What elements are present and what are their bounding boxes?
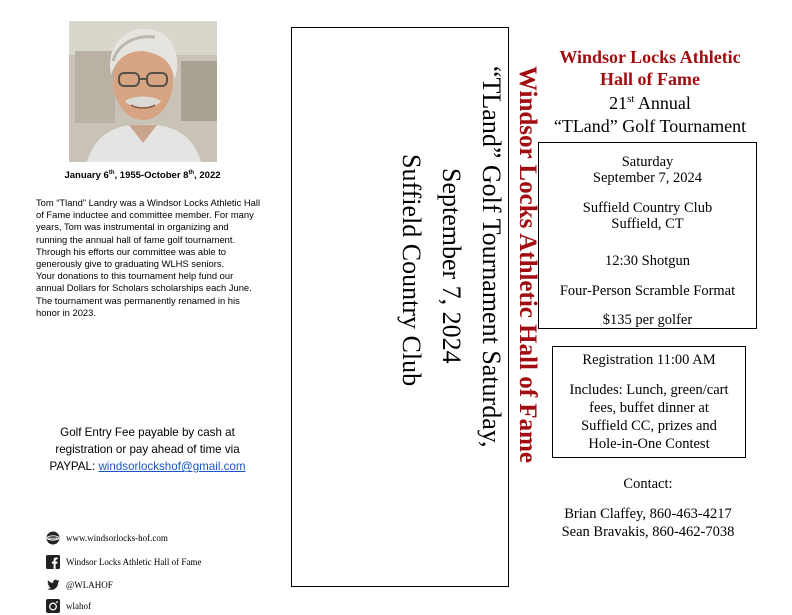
registration-box (552, 346, 746, 458)
fee-line: registration or pay ahead of time via (55, 443, 240, 456)
event-venue: Suffield Country Club (582, 200, 713, 216)
includes-line: Suffield CC, prizes and (581, 418, 717, 434)
instagram-handle[interactable]: wlahof (66, 601, 91, 611)
includes-line: fees, buffet dinner at (589, 400, 709, 416)
instagram-row[interactable] (46, 598, 266, 614)
website-url[interactable]: www.windsorlocks-hof.com (66, 533, 168, 543)
event-date: September 7, 2024 (592, 170, 703, 186)
contact-label: Contact: (623, 476, 673, 492)
includes-line: Hole-in-One Contest (588, 436, 710, 452)
memorial-bio (36, 197, 261, 319)
contact-section (540, 475, 756, 541)
facebook-page[interactable]: Windsor Locks Athletic Hall of Fame (66, 557, 202, 567)
entry-fee-note (30, 424, 265, 475)
event-day: Saturday (621, 154, 674, 170)
event-price: $135 per golfer (602, 312, 693, 328)
bio-paragraph: Your donations to this tournament help fund our annual Dollars for Scholars scholarships each June. The tournament was permanently renamed in his honor in 2023. (36, 270, 252, 318)
paypal-label: PAYPAL: (49, 460, 99, 473)
svg-text:www: www (47, 535, 59, 541)
org-title (532, 46, 768, 90)
event-details-box (538, 142, 757, 329)
annual-line: 21st Annual (609, 93, 691, 113)
website-row[interactable] (46, 530, 266, 546)
twitter-row[interactable] (46, 577, 266, 593)
memorial-dates: January 6th, 1955-October 8th, 2022 (64, 170, 221, 182)
twitter-handle[interactable]: @WLAHOF (66, 580, 113, 590)
org-title-line: Windsor Locks Athletic (559, 47, 741, 67)
rotated-event-name: “TLand” Golf Tournament Saturday, (477, 66, 506, 448)
rotated-title-box (291, 27, 541, 587)
contact-person: Brian Claffey, 860-463-4217 (564, 506, 732, 522)
facebook-row[interactable] (46, 554, 266, 570)
tournament-name: “TLand” Golf Tournament (553, 116, 747, 136)
event-format: Four-Person Scramble Format (559, 283, 736, 299)
fee-paypal-line (30, 458, 265, 475)
rotated-venue: Suffield Country Club (397, 154, 426, 387)
twitter-icon (46, 578, 60, 592)
event-shotgun: 12:30 Shotgun (605, 253, 690, 269)
contact-person: Sean Bravakis, 860-462-7038 (561, 524, 735, 540)
bio-paragraph: Tom “Tland” Landry was a Windsor Locks Athletic Hall of Fame inductee and committee member. For many years, Tom was instrumental in organizing and running the annual hall of fame golf tournament. Through his efforts our committee was able to generously give to graduating WLHS seniors. (36, 197, 261, 270)
rotated-event-date: September 7, 2024 (437, 168, 466, 364)
paypal-email-link[interactable]: windsorlockshof@gmail.com (98, 460, 246, 473)
rotated-org-name: Windsor Locks Athletic Hall of Fame (514, 66, 541, 463)
fee-line: Golf Entry Fee payable by cash at (60, 426, 235, 439)
org-title-line: Hall of Fame (600, 69, 700, 89)
memorial-photo (69, 21, 217, 162)
event-subtitle (532, 92, 768, 138)
camera-icon (46, 599, 60, 613)
facebook-icon (46, 555, 60, 569)
event-town: Suffield, CT (611, 216, 684, 232)
globe-icon (46, 531, 60, 545)
registration-time: Registration 11:00 AM (582, 352, 716, 368)
includes-line: Includes: Lunch, green/cart (569, 382, 729, 398)
